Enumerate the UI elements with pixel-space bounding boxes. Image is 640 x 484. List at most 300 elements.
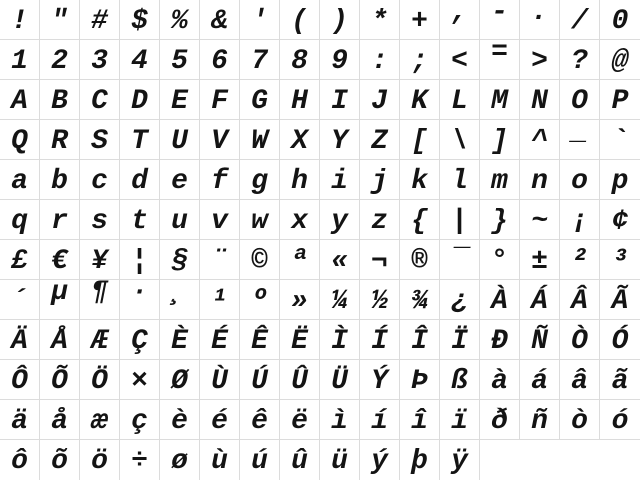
glyph-cell[interactable] (280, 360, 320, 400)
glyph-cell[interactable] (280, 120, 320, 160)
glyph: é (211, 406, 228, 437)
glyph: S (91, 126, 108, 157)
glyph-cell[interactable] (40, 440, 80, 480)
glyph: $ (131, 6, 148, 37)
glyph-cell[interactable] (360, 200, 400, 240)
glyph-cell[interactable] (600, 360, 640, 400)
glyph-cell[interactable] (360, 360, 400, 400)
glyph-cell[interactable] (400, 200, 440, 240)
glyph-cell[interactable] (40, 400, 80, 440)
glyph-cell[interactable] (520, 240, 560, 280)
glyph: € (51, 246, 68, 277)
glyph-cell[interactable] (80, 277, 120, 320)
glyph-cell[interactable] (560, 40, 600, 80)
glyph: ý (371, 446, 388, 477)
glyph-cell[interactable] (320, 400, 360, 440)
glyph-cell[interactable] (520, 320, 560, 360)
glyph: í (371, 406, 388, 437)
glyph: I (331, 86, 348, 117)
glyph: Å (51, 326, 68, 357)
glyph-cell[interactable] (280, 400, 320, 440)
glyph-cell[interactable] (120, 400, 160, 440)
glyph-cell[interactable] (80, 120, 120, 160)
glyph: Í (371, 326, 388, 357)
glyph: ¬ (371, 246, 388, 277)
glyph: L (451, 86, 468, 117)
glyph-cell[interactable] (600, 80, 640, 120)
glyph-cell[interactable] (400, 40, 440, 80)
glyph-cell[interactable] (400, 120, 440, 160)
glyph-cell[interactable] (520, 360, 560, 400)
glyph-cell[interactable] (360, 320, 400, 360)
glyph-cell[interactable] (560, 240, 600, 280)
glyph-cell[interactable] (200, 360, 240, 400)
glyph-cell[interactable] (240, 80, 280, 120)
glyph-cell[interactable] (560, 117, 600, 160)
glyph-cell[interactable] (400, 400, 440, 440)
glyph-cell[interactable] (0, 40, 40, 80)
glyph-cell[interactable] (320, 440, 360, 480)
glyph: ê (251, 406, 268, 437)
glyph-cell[interactable] (480, 360, 520, 400)
glyph-cell[interactable] (280, 280, 320, 320)
glyph-cell[interactable] (600, 160, 640, 200)
glyph-cell[interactable] (360, 440, 400, 480)
glyph-cell[interactable] (160, 0, 200, 40)
glyph: u (171, 206, 188, 237)
glyph-cell[interactable] (520, 160, 560, 200)
glyph: } (491, 206, 508, 237)
glyph-cell[interactable] (40, 320, 80, 360)
glyph-cell[interactable] (560, 0, 600, 40)
glyph-cell[interactable] (80, 40, 120, 80)
glyph-cell[interactable] (440, 40, 480, 80)
glyph: è (171, 406, 188, 437)
glyph-row (0, 117, 640, 160)
glyph-cell[interactable] (120, 40, 160, 80)
glyph: W (251, 126, 268, 157)
glyph: ø (171, 446, 188, 477)
glyph-cell[interactable] (560, 280, 600, 320)
glyph-cell[interactable] (280, 320, 320, 360)
glyph-cell[interactable] (600, 400, 640, 440)
glyph-row (0, 320, 640, 360)
glyph-cell[interactable] (400, 80, 440, 120)
glyph-cell[interactable] (280, 80, 320, 120)
glyph: Ý (371, 366, 388, 397)
glyph-cell[interactable] (80, 440, 120, 480)
glyph: ú (251, 446, 268, 477)
glyph-cell[interactable] (360, 40, 400, 80)
glyph-cell[interactable] (80, 80, 120, 120)
glyph-cell[interactable] (40, 120, 80, 160)
glyph-cell[interactable] (600, 200, 640, 240)
glyph-cell[interactable] (160, 277, 200, 320)
glyph: Ü (331, 366, 348, 397)
glyph: 4 (131, 46, 148, 77)
glyph: z (371, 206, 388, 237)
glyph-cell[interactable] (480, 120, 520, 160)
glyph: ó (611, 406, 629, 437)
glyph: ï (451, 406, 468, 437)
glyph: r (51, 206, 68, 237)
glyph: # (91, 6, 108, 37)
glyph: § (171, 246, 188, 277)
glyph-cell[interactable] (600, 240, 640, 280)
glyph-cell[interactable] (360, 240, 400, 280)
glyph-cell[interactable] (440, 400, 480, 440)
glyph: , (451, 0, 468, 28)
glyph-cell[interactable] (480, 160, 520, 200)
glyph-cell[interactable] (0, 80, 40, 120)
glyph: Ò (571, 326, 588, 357)
glyph-cell[interactable] (560, 400, 600, 440)
glyph: Ï (451, 326, 468, 357)
glyph-row (0, 440, 640, 480)
glyph: @ (611, 46, 629, 77)
glyph: © (251, 246, 268, 277)
glyph-cell[interactable] (480, 80, 520, 120)
glyph-cell[interactable] (200, 320, 240, 360)
glyph-cell[interactable] (160, 360, 200, 400)
glyph: Ù (211, 366, 228, 397)
glyph-cell[interactable] (200, 160, 240, 200)
glyph-cell[interactable] (120, 277, 160, 320)
glyph-cell[interactable] (160, 400, 200, 440)
glyph: 6 (211, 46, 228, 77)
glyph-cell[interactable] (560, 200, 600, 240)
glyph-cell[interactable] (120, 200, 160, 240)
glyph: £ (11, 246, 28, 277)
glyph-cell[interactable] (440, 240, 480, 280)
glyph: X (291, 126, 308, 157)
glyph-cell[interactable] (160, 80, 200, 120)
glyph-cell[interactable] (560, 160, 600, 200)
glyph-cell[interactable] (120, 360, 160, 400)
glyph-cell[interactable] (480, 320, 520, 360)
glyph-cell[interactable] (560, 320, 600, 360)
glyph-cell[interactable] (0, 360, 40, 400)
glyph-row (0, 277, 640, 320)
glyph-cell[interactable] (320, 80, 360, 120)
glyph-cell[interactable] (120, 80, 160, 120)
glyph: D (131, 86, 148, 117)
glyph: Æ (91, 326, 108, 357)
glyph-cell[interactable] (360, 400, 400, 440)
glyph: ô (11, 446, 28, 477)
glyph-cell[interactable] (240, 0, 280, 40)
glyph-cell[interactable] (400, 0, 440, 40)
glyph-cell[interactable] (320, 160, 360, 200)
glyph-cell[interactable] (160, 440, 200, 480)
glyph-cell[interactable] (200, 200, 240, 240)
glyph-cell[interactable] (360, 280, 400, 320)
glyph-cell[interactable] (600, 120, 640, 160)
glyph-row (0, 80, 640, 120)
glyph: c (91, 166, 108, 197)
glyph: 1 (11, 46, 28, 77)
glyph: ä (11, 406, 28, 437)
glyph-cell[interactable] (240, 160, 280, 200)
glyph: Z (371, 126, 388, 157)
glyph: î (411, 406, 428, 437)
glyph-cell[interactable] (240, 200, 280, 240)
glyph-cell[interactable] (120, 440, 160, 480)
glyph: d (131, 166, 148, 197)
glyph: â (571, 366, 588, 397)
glyph-row (0, 200, 640, 240)
glyph: Ð (491, 326, 508, 357)
glyph: > (531, 46, 548, 77)
glyph-cell[interactable] (80, 320, 120, 360)
glyph-row (0, 160, 640, 200)
glyph-cell[interactable] (240, 400, 280, 440)
glyph: U (171, 126, 188, 157)
glyph-cell[interactable] (480, 200, 520, 240)
glyph-cell[interactable] (0, 320, 40, 360)
glyph: Î (411, 326, 428, 357)
glyph-cell[interactable] (200, 40, 240, 80)
glyph-cell[interactable] (440, 440, 480, 480)
glyph-cell[interactable] (440, 200, 480, 240)
glyph-cell[interactable] (280, 0, 320, 40)
glyph-cell[interactable] (40, 40, 80, 80)
glyph-cell[interactable] (440, 0, 480, 40)
glyph: ^ (531, 126, 548, 157)
glyph: Ç (131, 326, 148, 357)
glyph: 7 (251, 46, 268, 77)
glyph-cell[interactable] (440, 280, 480, 320)
glyph: Ë (291, 326, 308, 357)
glyph: ¡ (571, 206, 588, 237)
glyph-cell[interactable] (80, 400, 120, 440)
glyph-cell[interactable] (160, 160, 200, 200)
glyph: 9 (331, 46, 348, 77)
glyph-cell[interactable] (440, 120, 480, 160)
glyph: « (331, 246, 348, 277)
glyph-cell[interactable] (80, 160, 120, 200)
glyph: [ (411, 126, 428, 157)
glyph-cell[interactable] (480, 240, 520, 280)
glyph-cell[interactable] (280, 200, 320, 240)
glyph: q (11, 206, 28, 237)
glyph: Û (291, 366, 308, 397)
glyph: ñ (531, 406, 548, 437)
glyph: T (131, 126, 148, 157)
glyph-cell[interactable] (200, 440, 240, 480)
glyph: C (91, 86, 108, 117)
glyph: / (571, 6, 588, 37)
glyph: Ì (331, 326, 348, 357)
glyph: á (531, 366, 548, 397)
glyph-cell[interactable] (600, 40, 640, 80)
glyph: ë (291, 406, 308, 437)
glyph-cell[interactable] (200, 80, 240, 120)
glyph-cell[interactable] (400, 320, 440, 360)
glyph-cell[interactable] (600, 0, 640, 40)
glyph: H (291, 86, 308, 117)
glyph: ³ (611, 246, 629, 277)
glyph: ! (11, 6, 28, 37)
glyph-cell[interactable] (80, 0, 120, 40)
glyph-cell[interactable] (40, 160, 80, 200)
glyph: Ú (251, 366, 268, 397)
glyph: ¼ (331, 286, 348, 317)
glyph: É (211, 326, 228, 357)
glyph-cell[interactable] (200, 240, 240, 280)
glyph-cell[interactable] (200, 120, 240, 160)
glyph-row (0, 360, 640, 400)
glyph-cell[interactable] (520, 40, 560, 80)
glyph-cell[interactable] (480, 280, 520, 320)
glyph-cell[interactable] (400, 440, 440, 480)
glyph-cell[interactable] (520, 80, 560, 120)
glyph-cell[interactable] (120, 320, 160, 360)
glyph-cell[interactable] (40, 80, 80, 120)
glyph-cell[interactable] (160, 40, 200, 80)
glyph-cell[interactable] (120, 120, 160, 160)
glyph: N (531, 86, 548, 117)
glyph-cell[interactable] (400, 240, 440, 280)
glyph-cell[interactable] (400, 280, 440, 320)
glyph: õ (51, 446, 68, 477)
glyph-cell[interactable] (320, 40, 360, 80)
glyph: ¾ (411, 286, 428, 317)
glyph: g (251, 166, 268, 197)
glyph: Ô (11, 366, 28, 397)
glyph: ® (411, 246, 428, 277)
glyph: B (51, 86, 68, 117)
glyph: F (211, 86, 228, 117)
glyph: J (371, 86, 388, 117)
glyph-cell[interactable] (160, 200, 200, 240)
glyph-cell[interactable] (0, 160, 40, 200)
glyph-cell[interactable] (400, 160, 440, 200)
glyph-cell[interactable] (560, 360, 600, 400)
glyph: 2 (51, 46, 68, 77)
glyph: ] (491, 126, 508, 157)
glyph-cell[interactable] (600, 320, 640, 360)
glyph: ª (291, 246, 308, 277)
glyph-cell[interactable] (360, 80, 400, 120)
glyph-cell[interactable] (160, 120, 200, 160)
glyph: p (611, 166, 629, 197)
glyph: R (51, 126, 68, 157)
glyph: ; (411, 46, 428, 77)
glyph: û (291, 446, 308, 477)
glyph-cell[interactable] (480, 37, 520, 80)
glyph-cell[interactable] (320, 120, 360, 160)
glyph-cell[interactable] (0, 400, 40, 440)
glyph: Á (531, 286, 548, 317)
glyph-cell[interactable] (360, 0, 400, 40)
glyph: % (171, 6, 188, 37)
glyph-cell[interactable] (0, 280, 40, 320)
glyph-cell[interactable] (320, 0, 360, 40)
glyph-cell[interactable] (440, 320, 480, 360)
glyph-cell[interactable] (120, 160, 160, 200)
glyph-cell[interactable] (280, 440, 320, 480)
glyph-cell[interactable] (600, 280, 640, 320)
glyph: a (11, 166, 28, 197)
glyph-cell[interactable] (520, 200, 560, 240)
glyph-cell[interactable] (280, 160, 320, 200)
glyph: ¯ (451, 246, 468, 277)
glyph-cell[interactable] (440, 80, 480, 120)
glyph-cell[interactable] (0, 240, 40, 280)
glyph: b (51, 166, 68, 197)
glyph: ? (571, 46, 588, 77)
glyph-cell[interactable] (240, 240, 280, 280)
glyph-cell[interactable] (40, 0, 80, 40)
glyph-cell[interactable] (320, 280, 360, 320)
glyph-cell[interactable] (400, 360, 440, 400)
glyph-cell[interactable] (240, 280, 280, 320)
glyph-cell[interactable] (360, 160, 400, 200)
glyph-cell[interactable] (320, 320, 360, 360)
glyph-cell[interactable] (520, 280, 560, 320)
glyph: ± (531, 246, 548, 277)
glyph-cell[interactable] (320, 200, 360, 240)
glyph-cell[interactable] (280, 240, 320, 280)
glyph: ÷ (131, 446, 148, 477)
glyph-cell[interactable] (240, 40, 280, 80)
glyph: - (491, 0, 508, 28)
glyph-cell[interactable] (200, 0, 240, 40)
glyph: Ê (251, 326, 268, 357)
glyph-cell[interactable] (0, 0, 40, 40)
glyph-cell[interactable] (200, 280, 240, 320)
glyph-cell[interactable] (40, 277, 80, 320)
glyph-cell[interactable] (360, 120, 400, 160)
glyph: w (251, 206, 268, 237)
glyph-cell[interactable] (520, 400, 560, 440)
glyph-cell[interactable] (440, 360, 480, 400)
glyph-cell[interactable] (320, 360, 360, 400)
glyph-cell[interactable] (520, 120, 560, 160)
glyph-cell[interactable] (520, 0, 560, 40)
glyph-cell[interactable] (80, 200, 120, 240)
glyph-cell[interactable] (40, 200, 80, 240)
glyph-cell[interactable] (240, 120, 280, 160)
glyph: ò (571, 406, 588, 437)
glyph: . (531, 0, 548, 28)
glyph-cell[interactable] (320, 240, 360, 280)
glyph-cell[interactable] (240, 440, 280, 480)
glyph-cell[interactable] (200, 400, 240, 440)
glyph-cell[interactable] (240, 320, 280, 360)
glyph-cell[interactable] (480, 400, 520, 440)
glyph-cell[interactable] (0, 120, 40, 160)
glyph-cell[interactable] (120, 0, 160, 40)
glyph: ¥ (91, 246, 108, 277)
glyph-cell[interactable] (440, 160, 480, 200)
glyph: " (51, 6, 68, 37)
glyph: \ (451, 126, 468, 157)
glyph: ã (611, 366, 629, 397)
glyph-row (0, 37, 640, 80)
glyph: ü (331, 446, 348, 477)
glyph-cell[interactable] (240, 360, 280, 400)
glyph-cell[interactable] (40, 360, 80, 400)
glyph-cell[interactable] (280, 40, 320, 80)
glyph-cell[interactable] (80, 360, 120, 400)
glyph-cell[interactable] (0, 200, 40, 240)
glyph: l (451, 166, 468, 197)
glyph: ö (91, 446, 108, 477)
glyph-cell[interactable] (0, 440, 40, 480)
glyph-cell[interactable] (160, 320, 200, 360)
